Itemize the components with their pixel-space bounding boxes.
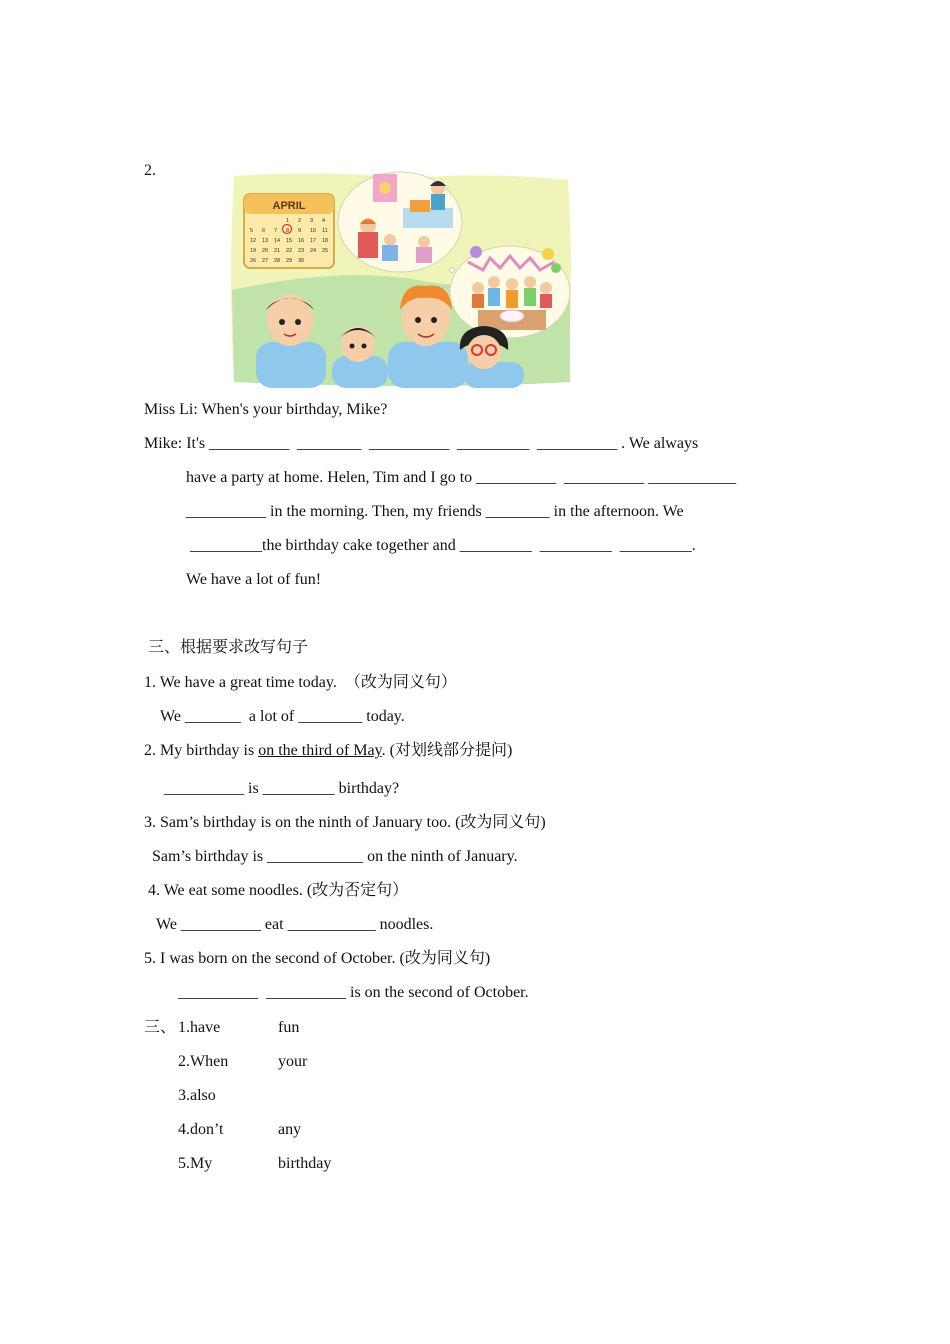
question-5: 5. I was born on the second of October. (改为同义句) <box>144 950 491 967</box>
calendar-day: 12 <box>250 238 257 244</box>
calendar-day: 21 <box>274 248 281 254</box>
answer-2-b: your <box>278 1053 308 1070</box>
calendar-day: 24 <box>310 248 317 254</box>
calendar-day: 3 <box>310 218 314 224</box>
dialogue-line-2: Mike: It's __________ ________ __________ _________ __________ . We always <box>144 435 699 452</box>
dialogue-line-4: __________ in the morning. Then, my friends ________ in the afternoon. We <box>186 503 684 520</box>
section-heading: 三、根据要求改写句子 <box>148 639 309 656</box>
calendar-day: 7 <box>274 228 278 234</box>
calendar-day: 25 <box>322 248 329 254</box>
calendar-day: 10 <box>310 228 317 234</box>
calendar-day: 30 <box>298 258 305 264</box>
calendar-day: 13 <box>262 238 269 244</box>
calendar-icon <box>244 194 334 268</box>
thought-bubble-shopping <box>338 172 462 272</box>
calendar-day: 22 <box>286 248 293 254</box>
answer-1-b: fun <box>278 1019 300 1036</box>
dialogue-line-3: have a party at home. Helen, Tim and I go to __________ __________ ___________ <box>186 469 737 486</box>
question-3-answer-line: Sam’s birthday is ____________ on the ninth of January. <box>152 848 518 865</box>
dialogue-line-1: Miss Li: When's your birthday, Mike? <box>144 401 388 418</box>
calendar-day: 9 <box>298 228 302 234</box>
underlined-phrase: on the third of May <box>258 742 382 759</box>
calendar-day: 4 <box>322 218 326 224</box>
answer-2-a: 2.When <box>178 1053 229 1070</box>
question-2-answer-line: __________ is _________ birthday? <box>164 780 400 797</box>
question-1-answer-line: We _______ a lot of ________ today. <box>160 708 405 725</box>
answer-1-a: 1.have <box>178 1019 221 1036</box>
calendar-day: 19 <box>250 248 257 254</box>
calendar-day: 2 <box>298 218 302 224</box>
calendar-day: 20 <box>262 248 269 254</box>
calendar-day: 5 <box>250 228 254 234</box>
answer-4-b: any <box>278 1121 302 1138</box>
calendar-day: 26 <box>250 258 257 264</box>
calendar-day: 8 <box>286 228 290 234</box>
calendar-day: 18 <box>322 238 329 244</box>
question-4-answer-line: We __________ eat ___________ noodles. <box>156 916 434 933</box>
answer-5-a: 5.My <box>178 1155 213 1172</box>
question-2-text: 2. My birthday is <box>144 742 259 759</box>
answer-5-b: birthday <box>278 1155 332 1172</box>
calendar-day: 1 <box>286 218 290 224</box>
calendar-day: 28 <box>274 258 281 264</box>
question-2-instruction: . (对划线部分提问) <box>381 742 513 759</box>
question-1: 1. We have a great time today. （改为同义句） <box>144 674 457 691</box>
exercise-number: 2. <box>144 162 156 179</box>
calendar-day: 11 <box>322 228 328 234</box>
thought-bubble-party <box>450 246 570 338</box>
calendar-month: APRIL <box>272 200 306 212</box>
question-4: 4. We eat some noodles. (改为否定句） <box>148 882 409 899</box>
dialogue-line-5: _________the birthday cake together and _________ _________ _________. <box>186 537 696 554</box>
answer-4-a: 4.don’t <box>178 1121 224 1138</box>
calendar-day: 15 <box>286 238 293 244</box>
calendar-day: 14 <box>274 238 281 244</box>
calendar-day: 17 <box>310 238 317 244</box>
calendar-day: 6 <box>262 228 266 234</box>
question-3: 3. Sam’s birthday is on the ninth of January too. (改为同义句) <box>144 814 546 831</box>
dialogue-line-6: We have a lot of fun! <box>186 571 322 588</box>
question-5-answer-line: __________ __________ is on the second of October. <box>178 984 529 1001</box>
birthday-illustration <box>228 170 574 388</box>
calendar-day: 27 <box>262 258 269 264</box>
question-2 <box>144 741 512 761</box>
calendar-day: 23 <box>298 248 305 254</box>
answers-prefix: 三、 <box>144 1019 177 1036</box>
answer-3-a: 3.also <box>178 1087 216 1104</box>
calendar-day: 29 <box>286 258 293 264</box>
calendar-day: 16 <box>298 238 305 244</box>
